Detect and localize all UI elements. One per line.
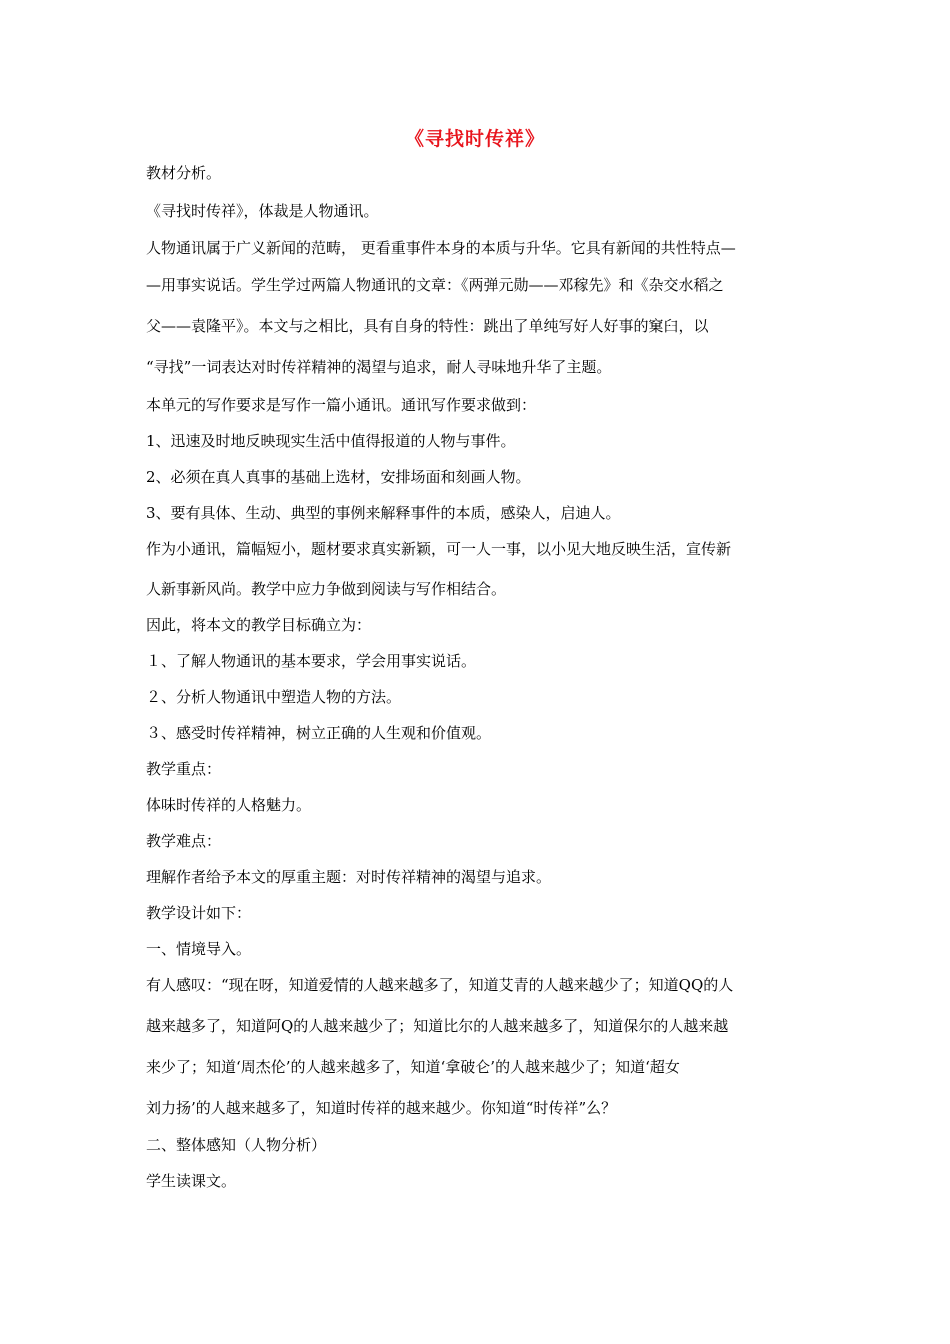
paragraph-line: 教学设计如下： xyxy=(146,904,252,922)
paragraph-line: 本单元的写作要求是写作一篇小通讯。通讯写作要求做到： xyxy=(146,396,537,414)
paragraph-line: “寻找”一词表达对时传祥精神的渴望与追求，耐人寻味地升华了主题。 xyxy=(146,358,612,376)
paragraph-line: 《寻找时传祥》，体裁是人物通讯。 xyxy=(146,202,379,220)
paragraph-line: 体味时传祥的人格魅力。 xyxy=(146,796,312,814)
document-title: 《寻找时传祥》 xyxy=(404,128,545,150)
paragraph-line: 因此，将本文的教学目标确立为： xyxy=(146,616,372,634)
paragraph-line: 越来越多了，知道阿Q的人越来越少了；知道比尔的人越来越多了，知道保尔的人越来越 xyxy=(146,1017,729,1035)
paragraph-line: ２、分析人物通讯中塑造人物的方法。 xyxy=(146,688,402,706)
paragraph-line: —用事实说话。学生学过两篇人物通讯的文章：《两弹元勋——邓稼先》和《杂交水稻之 xyxy=(146,276,724,294)
paragraph-line: １、了解人物通讯的基本要求，学会用事实说话。 xyxy=(146,652,477,670)
paragraph-line: 3、要有具体、生动、典型的事例来解释事件的本质，感染人，启迪人。 xyxy=(146,504,621,522)
paragraph-line: 教材分析。 xyxy=(146,164,222,182)
paragraph-line: 教学难点： xyxy=(146,832,222,850)
paragraph-line: 作为小通讯，篇幅短小，题材要求真实新颖，可一人一事，以小见大地反映生活，宣传新 xyxy=(146,540,732,558)
paragraph-line: 教学重点： xyxy=(146,760,222,778)
paragraph-line: 父——袁隆平》。本文与之相比，具有自身的特性：跳出了单纯写好人好事的窠臼，以 xyxy=(146,317,709,335)
paragraph-line: 1、迅速及时地反映现实生活中值得报道的人物与事件。 xyxy=(146,432,516,450)
paragraph-line: ３、感受时传祥精神，树立正确的人生观和价值观。 xyxy=(146,724,492,742)
paragraph-line: 来少了；知道‘周杰伦’的人越来越多了，知道‘拿破仑’的人越来越少了；知道‘超女 xyxy=(146,1058,680,1076)
paragraph-line: 刘力扬’的人越来越多了，知道时传祥的越来越少。你知道“时传祥”么？ xyxy=(146,1099,617,1117)
paragraph-line: 人物通讯属于广义新闻的范畴， 更看重事件本身的本质与升华。它具有新闻的共性特点— xyxy=(146,239,736,257)
paragraph-line: 人新事新风尚。教学中应力争做到阅读与写作相结合。 xyxy=(146,580,507,598)
paragraph-line: 一、情境导入。 xyxy=(146,940,252,958)
paragraph-line: 理解作者给予本文的厚重主题：对时传祥精神的渴望与追求。 xyxy=(146,868,552,886)
paragraph-line: 2、必须在真人真事的基础上选材，安排场面和刻画人物。 xyxy=(146,468,531,486)
paragraph-line: 二、整体感知（人物分析） xyxy=(146,1136,327,1154)
paragraph-line: 学生读课文。 xyxy=(146,1172,237,1190)
paragraph-line: 有人感叹：“现在呀，知道爱情的人越来越多了，知道艾青的人越来越少了；知道QQ的人 xyxy=(146,976,734,994)
